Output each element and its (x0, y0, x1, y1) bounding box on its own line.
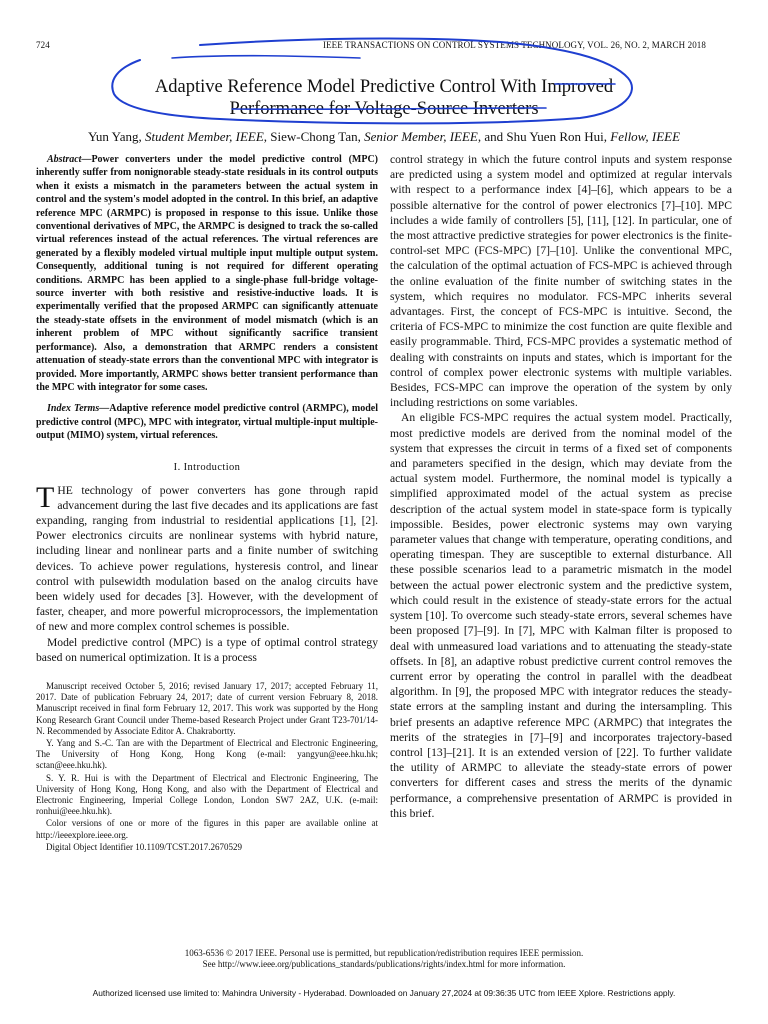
footnote-color: Color versions of one or more of the figures in this paper are available online at http://ieeexplore.ieee.org. (36, 818, 378, 840)
drop-cap: T (36, 480, 55, 514)
rights-link-line: See http://www.ieee.org/publications_standards/publications/rights/index.html for more information. (202, 959, 566, 969)
title-line-2: Performance for Voltage-Source Inverters (229, 99, 539, 119)
author-3-role: Fellow, IEEE (610, 129, 681, 144)
copyright-block (36, 948, 732, 970)
footnote-affiliation-1: Y. Yang and S.-C. Tan are with the Department of Electrical and Electronic Engineering, The University of Hong Kong, Hong Kong (e-mail: yangyun@eee.hku.hk; sctan@eee.hku.hk). (36, 737, 378, 771)
intro-paragraph-1: THE technology of power converters has gone through rapid advancement during the last five decades and its applications are fast expanding, ranging from industrial to residential applications [1], [2]. Power electronics circuits are nonlinear systems with hybrid nature, including linear and nonlinear parts and a finite number of switching devices. To achieve power regulations, hysteresis control, and linear control with pulsewidth modulation based on the analog circuits have been widely used for decades [3]. However, with the development of faster, cheaper, and more powerful microprocessors, the implementation of new and more complex control schemes is possible. (36, 480, 378, 634)
journal-header: IEEE TRANSACTIONS ON CONTROL SYSTEMS TECHNOLOGY, VOL. 26, NO. 2, MARCH 2018 (322, 40, 706, 50)
author-3-name: and Shu Yuen Ron Hui, (484, 129, 607, 144)
footnote-manuscript: Manuscript received October 5, 2016; revised January 17, 2017; accepted February 11, 2017. Date of publication February 24, 2017; date of current version February 8, 2018. Manuscript received in final form February 12, 2017. This work was supported by the Hong Kong Research Grant Council under Theme-based Research Project under Grant T23-701/14-N. Recommended by Associate Editor A. Chakrabortty. (36, 680, 378, 736)
index-terms (36, 402, 378, 442)
author-line: Yun Yang, Student Member, IEEE, Siew-Chong Tan, Senior Member, IEEE, and Shu Yuen Ron Hui, Fellow, IEEE (87, 129, 681, 144)
right-paragraph-1: control strategy in which the future control inputs and system response are predicted using a system model and optimized at regular intervals with respect to a performance index [4]–[6], which appears to be a possible alternative for the control of power electronics [7]–[10]. MPC includes a wide family of controllers [5], [11], [12]. In particular, one of the most attractive predictive strategies for power electronics is the finite-control-set MPC (FCS-MPC) [7]–[10]. Unlike the conventional MPC, the calculation of the optimal actuation of FCS-MPC is achieved through the online evaluation of the finite number of switching states in the system, which requires no modulator. FCS-MPC inherits several advantages. First, the concept of FCS-MPC is intuitive. Second, the criteria of FCS-MPC to minimize the cost function are quite flexible and easily programmable. Third, FCS-MPC provides a systematic method of dealing with constraints on inputs and states, which is important for the control of complex power electronic systems with multiple variables. Besides, FCS-MPC can improve the operation of the system by only including restrictions on some variables. (390, 153, 732, 410)
right-paragraph-2: An eligible FCS-MPC requires the actual system model. Practically, most predictive models are derived from the nominal model of the system that expresses the circuit in terms of a fixed set of components and parameters specified in the design, which may deviate from the actual system model. Furthermore, the nominal model is typically a simplified approximated model of the actual system as precise description of the actual system model in state-space form is typically impossible. Besides, power electronic systems may own varying parameter values that change with temperature, operating conditions, and operating timespan. They are susceptible to external disturbance. All these possible scenarios lead to a parametric mismatch in the model between the actual power electronic system and the predictive system, which could result in the existence of steady-state errors for the actual system [10]. To overcome such steady-state errors, several schemes have been proposed [7]–[9]. In [7], MPC with Kalman filter is proposed to deal with unmeasured load variations and to attenuating the steady-state offsets. In [8], an adaptive robust predictive current control removes the current error by operating the control in parallel with the deadbeat algorithm. In [9], the proposed MPC with integrator reduces the steady-state errors at the sampling instant and during the intersampling. This brief presents an adaptive reference MPC (ARMPC) that integrates the merits of the strategies in [7]–[9] and incorporates trajectory-based control [13]–[21]. It is an extended version of [22]. To further validate the utility of ARMPC to alleviate the steady-state errors of power converters for different cases and stress the merits of the dynamic performance, a comprehensive presentation of ARMPC is provided in this brief. (390, 411, 732, 820)
section-heading: I. Introduction (173, 461, 241, 473)
author-1-role: Student Member, IEEE (145, 129, 264, 144)
index-terms-label: Index Terms— (47, 403, 110, 415)
abstract-text: Power converters under the model predictive control (MPC) inherently suffer from nonignorable steady-state residuals in its control outputs when it exists a mismatch in the parameters between the actual system in control and the system's model adopted in the control. In this brief, an adaptive reference MPC (ARMPC) is proposed in response to this issue. Unlike those conventional derivatives of MPC, the ARMPC is designed to track the so-called virtual references instead of the actual references. The virtual references are generated by a flexibly modeled virtual multiple input multiple output system. Consequently, additional tuning is not required for different operating conditions. ARMPC has been applied to a single-phase full-bridge voltage-source inverter with both resistive and resistive-inductive loads. It is experimentally verified that the proposed ARMPC can significantly attenuate the steady-state offsets in the environment of model mismatch (which is an inherent problem of MPC without significantly sacrifice transient performance). Also, a demonstration that ARMPC renders a consistent attenuation of steady-state errors than the conventional MPC with integrator is provided. More importantly, ARMPC shows better transient performance than the MPC with integrator for some cases. (36, 154, 378, 393)
page-number: 724 (36, 40, 50, 50)
footnotes (36, 681, 378, 853)
right-column (390, 152, 732, 821)
abstract-label: Abstract— (47, 154, 92, 165)
intro-paragraph-2: Model predictive control (MPC) is a type of optimal control strategy based on numerical optimization. It is a process (36, 635, 378, 664)
index-terms-text: Adaptive reference model predictive control (ARMPC), model predictive control (MPC), MPC with integrator, virtual multiple-input multiple-output (MIMO) system, virtual references. (36, 403, 378, 442)
author-1-name: Yun Yang, (87, 129, 142, 144)
author-2-name: Siew-Chong Tan, (270, 129, 361, 144)
left-column (36, 153, 378, 854)
license-notice: Authorized licensed use limited to: Mahindra University - Hyderabad. Downloaded on January 27,2024 at 09:36:35 UTC from IEEE Xplore. Restrictions apply. (92, 988, 676, 998)
footnote-doi: Digital Object Identifier 10.1109/TCST.2017.2670529 (46, 841, 242, 852)
footnote-affiliation-2: S. Y. R. Hui is with the Department of Electrical and Electronic Engineering, The University of Hong Kong, Hong Kong, and also with the Department of Electrical and Electronic Engineering, Imperial College London, London SW7 2AZ, U.K. (e-mail: ronhui@eee.hku.hk). (36, 772, 378, 817)
intro-text (36, 480, 378, 665)
title-line-1: Adaptive Reference Model Predictive Control With Improved (154, 77, 614, 97)
copyright-line: 1063-6536 © 2017 IEEE. Personal use is permitted, but republication/redistribution requires IEEE permission. (184, 948, 584, 958)
paper-title (80, 76, 688, 120)
abstract (36, 153, 378, 394)
author-2-role: Senior Member, IEEE (364, 129, 478, 144)
